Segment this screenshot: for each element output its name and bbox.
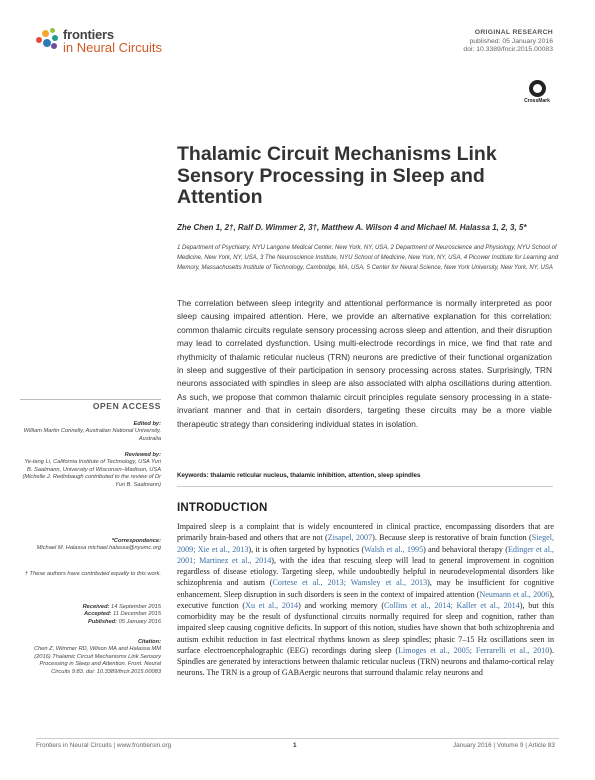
intro-paragraph: Impaired sleep is a complaint that is widely encountered in clinical practice, encompassing disorders that are primarily brain-based and others that are not (Zisapel, 2007). Because sleep is restorative of brain function (Siegel, 2009; Xie et al., 2013), it is often targeted by hypnotics (Walsh et al., 1995) and behavioral therapy (Edinger et al., 2001; Martinez et al., 2014), with the idea that rescuing sleep will lead to general improvement in cognition regardless of disease etiology. Targeting sleep, while undoubtedly helpful in neurodevelopmental disorders like schizophrenia and autism (Cortese et al., 2013; Wamsley et al., 2013), may be insufficient for cognitive enhancement. Sleep disruption in such disorders is seen in the context of impaired attention (Neumann et al., 2006), executive function (Xu et al., 2014) and working memory (Collins et al., 2014; Kaller et al., 2014), but this comorbidity may be the result of dysfunctional circuits normally required for sleep and cognition, rather than impaired sleep causing cognitive deficits. In support of this notion, studies have shown that both schizophrenia and autism exhibit reduction in fast electrical rhythms known as sleep spindles; phasic 7–15 Hz oscillations seen in surface electroencephalographic (EEG) recordings during sleep (Limoges et al., 2005; Ferrarelli et al., 2010). Spindles are generated by interactions between thalamic reticular nucleus (TRN) neurons and thalamo-cortical relay neurons. The TRN is a group of GABAergic neurons that surround thalamic relay neurons and bbox=[177, 522, 555, 678]
citation-link[interactable]: Zisapel, 2007 bbox=[327, 533, 373, 543]
citation-link[interactable]: Xu et al., 2014 bbox=[245, 600, 299, 610]
crossmark-badge[interactable] bbox=[524, 80, 550, 104]
keywords: Keywords: thalamic reticular nucleus, thalamic inhibition, attention, sleep spindles bbox=[177, 472, 421, 479]
page-number: 1 bbox=[293, 742, 297, 749]
article-title: Thalamic Circuit Mechanisms Link Sensory Processing in Sleep and Attention bbox=[177, 143, 497, 208]
citation-link[interactable]: Siegel, 2009; Xie et al., 2013 bbox=[177, 533, 554, 554]
reviewed-by-block: Reviewed by: Ye-tang Li, California Institute of Technology, USA Yuri B. Saalmann, University of Wisconsin–Madison, USA (Michelle J. Redinbaugh contributed to the review of Dr Yuri B. Saalmann) bbox=[22, 452, 161, 488]
open-access-label: OPEN ACCESS bbox=[92, 401, 161, 411]
crossmark-label: CrossMark bbox=[524, 98, 550, 104]
citation-link[interactable]: Collins et al., 2014; Kaller et al., 2014 bbox=[384, 600, 520, 610]
logo-name: frontiers bbox=[63, 27, 114, 42]
dates-block: Received: 14 September 2015 Accepted: 11 December 2015 Published: 05 January 2016 bbox=[82, 604, 161, 625]
footer-issue: January 2016 | Volume 9 | Article 83 bbox=[452, 742, 555, 749]
footer-divider bbox=[36, 738, 559, 739]
abstract: The correlation between sleep integrity and attentional performance is normally interpreted as poor sleep causing impaired attention. Here, we provide an alternative explanation for this correlation: common thalamic circuits regulate sensory processing across sleep and attention, and their disruption may lead to correlated dysfunction. Using multi-electrode recordings in mice, we find that rate and rhythmicity of thalamic reticular nucleus (TRN) neurons are predictive of their functional organization in sleep and suggestive of their participation in sensory processing across states. Surprisingly, TRN neurons associated with spindles in sleep are also associated with alpha oscillations during attention. As such, we propose that common thalamic circuit principles regulate sensory processing in a state-invariant manner and that in certain disorders, targeting these circuits may be a more viable therapeutic strategy than considering individual states in isolation. bbox=[177, 298, 552, 429]
keywords-divider bbox=[177, 486, 553, 487]
citation-link[interactable]: Walsh et al., 1995 bbox=[364, 544, 424, 554]
footer-journal[interactable]: Frontiers in Neural Circuits | www.frontiersin.org bbox=[36, 742, 172, 749]
citation-block: Citation: Chen Z, Wimmer RD, Wilson MA and Halassa MM (2016) Thalamic Circuit Mechanisms Link Sensory Processing in Sleep and Attention. Front. Neural Circuits 9:83. doi: 10.3389/fncir.2015.00083 bbox=[33, 639, 161, 675]
journal-name: in Neural Circuits bbox=[63, 40, 162, 55]
open-access-divider bbox=[20, 399, 161, 400]
affiliations: 1 Department of Psychiatry, NYU Langone Medical Center, New York, NY, USA, 2 Department of Neuroscience and Physiology, NYU School of Medicine, New York, NY, USA, 3 The Neuroscience Institute, NYU School of Medicine, New York, NY, USA, 4 Picower Institute for Learning and Memory, Massachusetts Institute of Technology, Cambridge, MA, USA, 5 Center for Neural Science, New York University, New York, NY, USA bbox=[177, 245, 559, 271]
section-heading: INTRODUCTION bbox=[177, 502, 268, 514]
citation-link[interactable]: Edinger et al., 2001; Martinez et al., 2014 bbox=[177, 544, 555, 565]
crossmark-icon bbox=[529, 80, 546, 97]
published-date: published: 05 January 2016 bbox=[469, 37, 553, 45]
correspondence-block: *Correspondence: Michael M. Halassa michael.halassa@nyumc.org bbox=[20, 538, 161, 553]
correspondence-email[interactable]: Michael M. Halassa michael.halassa@nyumc.org bbox=[36, 545, 161, 552]
citation-link[interactable]: Neumann et al., 2006 bbox=[479, 589, 550, 599]
edited-by-block: Edited by: William Martin Connelly, Australian National University, Australia bbox=[23, 421, 161, 442]
doi-link[interactable]: doi: 10.3389/fncir.2015.00083 bbox=[463, 46, 553, 53]
article-meta bbox=[463, 29, 553, 55]
citation-link[interactable]: Limoges et al., 2005; Ferrarelli et al., 2010 bbox=[398, 645, 550, 655]
journal-logo bbox=[36, 26, 176, 56]
equal-contribution-note: † These authors have contributed equally to this work. bbox=[24, 571, 161, 577]
author-list: Zhe Chen 1, 2†, Ralf D. Wimmer 2, 3†, Matthew A. Wilson 4 and Michael M. Halassa 1, 2, 3, 5* bbox=[177, 223, 527, 232]
frontiers-logo-icon bbox=[36, 28, 60, 52]
citation-link[interactable]: Cortese et al., 2013; Wamsley et al., 2013 bbox=[272, 578, 428, 588]
article-type: ORIGINAL RESEARCH bbox=[474, 29, 553, 36]
